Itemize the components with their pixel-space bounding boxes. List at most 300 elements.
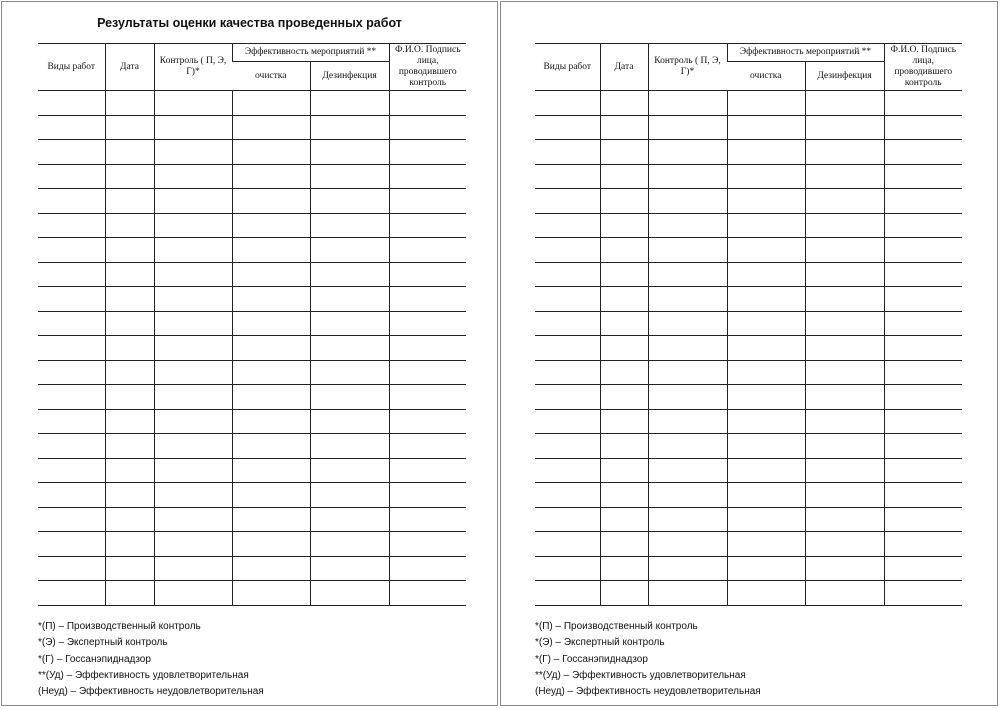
- table-cell[interactable]: [727, 409, 805, 434]
- table-row: [38, 262, 466, 287]
- table-cell[interactable]: [535, 336, 600, 361]
- table-cell[interactable]: [154, 458, 232, 483]
- table-cell[interactable]: [805, 507, 884, 532]
- table-cell[interactable]: [389, 556, 466, 581]
- table-cell[interactable]: [884, 238, 962, 263]
- table-cell[interactable]: [389, 115, 466, 140]
- table-cell[interactable]: [389, 311, 466, 336]
- table-cell[interactable]: [727, 385, 805, 410]
- table-cell[interactable]: [389, 532, 466, 557]
- table-cell[interactable]: [535, 434, 600, 459]
- footnote: *(Э) – Экспертный контроль: [38, 637, 168, 649]
- table-cell[interactable]: [389, 189, 466, 214]
- table-cell[interactable]: [805, 91, 884, 116]
- table-cell[interactable]: [600, 262, 648, 287]
- table-cell[interactable]: [232, 238, 310, 263]
- table-cell[interactable]: [727, 238, 805, 263]
- table-row: [535, 115, 962, 140]
- table-cell[interactable]: [727, 360, 805, 385]
- table-cell[interactable]: [310, 115, 389, 140]
- table-row: [38, 409, 466, 434]
- table-cell[interactable]: [884, 164, 962, 189]
- table-cell[interactable]: [154, 164, 232, 189]
- table-cell[interactable]: [232, 556, 310, 581]
- table-row: [38, 238, 466, 263]
- table-cell[interactable]: [535, 532, 600, 557]
- right-page: [500, 1, 998, 706]
- table-cell[interactable]: [38, 434, 105, 459]
- table-cell[interactable]: [600, 213, 648, 238]
- table-cell[interactable]: [535, 458, 600, 483]
- table-row: [535, 434, 962, 459]
- table-cell[interactable]: [154, 336, 232, 361]
- table-cell[interactable]: [600, 115, 648, 140]
- table-cell[interactable]: [389, 262, 466, 287]
- table-cell[interactable]: [38, 213, 105, 238]
- table-row: [38, 115, 466, 140]
- header-work-types: Виды работ: [38, 44, 105, 91]
- table-cell[interactable]: [805, 409, 884, 434]
- table-row: [535, 311, 962, 336]
- table-cell[interactable]: [232, 213, 310, 238]
- table-row: [535, 287, 962, 312]
- table-cell[interactable]: [600, 458, 648, 483]
- table-cell[interactable]: [105, 189, 154, 214]
- table-cell[interactable]: [805, 483, 884, 508]
- table-cell[interactable]: [310, 360, 389, 385]
- table-cell[interactable]: [310, 581, 389, 606]
- table-cell[interactable]: [805, 238, 884, 263]
- table-row: [38, 213, 466, 238]
- header-date: Дата: [105, 44, 154, 91]
- table-cell[interactable]: [105, 287, 154, 312]
- footnotes: [38, 619, 264, 700]
- table-cell[interactable]: [310, 91, 389, 116]
- table-cell[interactable]: [805, 140, 884, 165]
- table-row: [38, 189, 466, 214]
- table-cell[interactable]: [648, 140, 727, 165]
- header-date: Дата: [600, 44, 648, 91]
- table-cell[interactable]: [232, 532, 310, 557]
- table-cell[interactable]: [535, 287, 600, 312]
- table-cell[interactable]: [600, 311, 648, 336]
- table-cell[interactable]: [232, 409, 310, 434]
- table-cell[interactable]: [805, 189, 884, 214]
- table-row: [535, 556, 962, 581]
- footnotes: [535, 619, 761, 700]
- table-cell[interactable]: [884, 507, 962, 532]
- table-cell[interactable]: [600, 238, 648, 263]
- page-title: Результаты оценки качества проведенных работ: [97, 16, 402, 30]
- table-cell[interactable]: [535, 164, 600, 189]
- table-cell[interactable]: [648, 360, 727, 385]
- table-cell[interactable]: [805, 213, 884, 238]
- table-cell[interactable]: [648, 434, 727, 459]
- table-cell[interactable]: [232, 458, 310, 483]
- table-cell[interactable]: [648, 483, 727, 508]
- table-cell[interactable]: [105, 262, 154, 287]
- table-cell[interactable]: [727, 213, 805, 238]
- table-cell[interactable]: [884, 213, 962, 238]
- table-cell[interactable]: [648, 581, 727, 606]
- table-cell[interactable]: [154, 189, 232, 214]
- table-cell[interactable]: [389, 164, 466, 189]
- table-cell[interactable]: [884, 458, 962, 483]
- table-cell[interactable]: [600, 336, 648, 361]
- table-cell[interactable]: [805, 164, 884, 189]
- table-row: [38, 311, 466, 336]
- table-cell[interactable]: [535, 556, 600, 581]
- table-cell[interactable]: [38, 409, 105, 434]
- table-cell[interactable]: [105, 140, 154, 165]
- table-cell[interactable]: [105, 336, 154, 361]
- table-cell[interactable]: [389, 385, 466, 410]
- table-cell[interactable]: [105, 164, 154, 189]
- table-cell[interactable]: [884, 189, 962, 214]
- table-cell[interactable]: [154, 483, 232, 508]
- table-cell[interactable]: [727, 115, 805, 140]
- table-cell[interactable]: [38, 287, 105, 312]
- table-cell[interactable]: [648, 385, 727, 410]
- table-cell[interactable]: [600, 434, 648, 459]
- table-cell[interactable]: [154, 262, 232, 287]
- table-cell[interactable]: [535, 189, 600, 214]
- footnote: *(Г) – Госсанэпиднадзор: [38, 653, 151, 665]
- table-cell[interactable]: [38, 581, 105, 606]
- table-cell[interactable]: [154, 556, 232, 581]
- table-cell[interactable]: [232, 164, 310, 189]
- table-cell[interactable]: [884, 581, 962, 606]
- table-cell[interactable]: [727, 434, 805, 459]
- table-cell[interactable]: [600, 483, 648, 508]
- table-cell[interactable]: [310, 556, 389, 581]
- footnote: *(П) – Производственный контроль: [38, 621, 201, 632]
- table-row: [38, 458, 466, 483]
- table-cell[interactable]: [884, 262, 962, 287]
- table-cell[interactable]: [805, 434, 884, 459]
- table-row: [535, 532, 962, 557]
- table-cell[interactable]: [727, 164, 805, 189]
- results-table: [535, 43, 962, 606]
- table-cell[interactable]: [727, 336, 805, 361]
- table-cell[interactable]: [38, 458, 105, 483]
- table-cell[interactable]: [310, 458, 389, 483]
- table-cell[interactable]: [884, 556, 962, 581]
- table-row: [38, 483, 466, 508]
- table-row: [535, 140, 962, 165]
- table-cell[interactable]: [154, 311, 232, 336]
- table-cell[interactable]: [154, 507, 232, 532]
- table-cell[interactable]: [600, 385, 648, 410]
- table-cell[interactable]: [310, 164, 389, 189]
- table-cell[interactable]: [648, 262, 727, 287]
- table-cell[interactable]: [232, 507, 310, 532]
- table-cell[interactable]: [884, 311, 962, 336]
- table-cell[interactable]: [38, 311, 105, 336]
- table-cell[interactable]: [884, 360, 962, 385]
- table-cell[interactable]: [389, 213, 466, 238]
- table-cell[interactable]: [727, 556, 805, 581]
- table-cell[interactable]: [648, 507, 727, 532]
- table-cell[interactable]: [389, 238, 466, 263]
- table-cell[interactable]: [884, 385, 962, 410]
- table-cell[interactable]: [154, 385, 232, 410]
- table-cell[interactable]: [805, 262, 884, 287]
- table-cell[interactable]: [648, 91, 727, 116]
- table-cell[interactable]: [600, 581, 648, 606]
- table-cell[interactable]: [105, 458, 154, 483]
- table-cell[interactable]: [805, 458, 884, 483]
- header-control: Контроль ( П, Э, Г)*: [648, 44, 727, 91]
- table-cell[interactable]: [600, 532, 648, 557]
- table-row: [535, 189, 962, 214]
- table-cell[interactable]: [310, 140, 389, 165]
- table-row: [38, 507, 466, 532]
- table-cell[interactable]: [38, 360, 105, 385]
- table-row: [535, 336, 962, 361]
- table-row: [535, 409, 962, 434]
- table-cell[interactable]: [38, 91, 105, 116]
- table-row: [535, 483, 962, 508]
- table-cell[interactable]: [805, 360, 884, 385]
- table-cell[interactable]: [389, 581, 466, 606]
- table-cell[interactable]: [154, 140, 232, 165]
- table-cell[interactable]: [535, 311, 600, 336]
- table-cell[interactable]: [154, 532, 232, 557]
- footnote: **(Уд) – Эффективность удовлетворительная: [38, 669, 249, 681]
- table-cell[interactable]: [38, 238, 105, 263]
- table-cell[interactable]: [884, 287, 962, 312]
- footnote: *(Г) – Госсанэпиднадзор: [535, 653, 648, 665]
- table-cell[interactable]: [389, 91, 466, 116]
- table-cell[interactable]: [727, 483, 805, 508]
- table-cell[interactable]: [648, 409, 727, 434]
- table-cell[interactable]: [105, 483, 154, 508]
- table-cell[interactable]: [154, 434, 232, 459]
- table-cell[interactable]: [389, 287, 466, 312]
- header-disinfection: Дезинфекция: [310, 62, 389, 91]
- table-cell[interactable]: [727, 507, 805, 532]
- table-cell[interactable]: [154, 581, 232, 606]
- table-cell[interactable]: [232, 262, 310, 287]
- table-row: [38, 91, 466, 116]
- table-cell[interactable]: [535, 115, 600, 140]
- table-cell[interactable]: [648, 213, 727, 238]
- table-cell[interactable]: [727, 581, 805, 606]
- table-row: [38, 581, 466, 606]
- table-cell[interactable]: [535, 385, 600, 410]
- table-cell[interactable]: [727, 311, 805, 336]
- table-cell[interactable]: [600, 409, 648, 434]
- table-cell[interactable]: [648, 458, 727, 483]
- table-cell[interactable]: [154, 115, 232, 140]
- table-cell[interactable]: [535, 507, 600, 532]
- table-cell[interactable]: [727, 140, 805, 165]
- table-cell[interactable]: [232, 189, 310, 214]
- table-cell[interactable]: [805, 311, 884, 336]
- table-cell[interactable]: [232, 385, 310, 410]
- table-cell[interactable]: [727, 262, 805, 287]
- table-cell[interactable]: [38, 385, 105, 410]
- table-cell[interactable]: [310, 189, 389, 214]
- table-cell[interactable]: [884, 532, 962, 557]
- table-row: [38, 556, 466, 581]
- table-cell[interactable]: [884, 336, 962, 361]
- table-cell[interactable]: [310, 507, 389, 532]
- table-cell[interactable]: [154, 360, 232, 385]
- table-cell[interactable]: [600, 360, 648, 385]
- table-cell[interactable]: [535, 483, 600, 508]
- table-cell[interactable]: [535, 213, 600, 238]
- table-cell[interactable]: [232, 287, 310, 312]
- table-cell[interactable]: [389, 336, 466, 361]
- table-cell[interactable]: [600, 556, 648, 581]
- table-cell[interactable]: [600, 164, 648, 189]
- table-row: [535, 238, 962, 263]
- table-cell[interactable]: [38, 164, 105, 189]
- table-cell[interactable]: [600, 189, 648, 214]
- table-cell[interactable]: [884, 91, 962, 116]
- table-cell[interactable]: [805, 115, 884, 140]
- table-cell[interactable]: [232, 434, 310, 459]
- footnote: (Неуд) – Эффективность неудовлетворительная: [535, 686, 761, 698]
- table-cell[interactable]: [38, 507, 105, 532]
- table-cell[interactable]: [38, 262, 105, 287]
- table-cell[interactable]: [154, 409, 232, 434]
- table-row: [535, 385, 962, 410]
- table-cell[interactable]: [648, 311, 727, 336]
- table-cell[interactable]: [600, 91, 648, 116]
- table-cell[interactable]: [648, 115, 727, 140]
- table-cell[interactable]: [232, 360, 310, 385]
- table-cell[interactable]: [105, 360, 154, 385]
- table-row: [38, 287, 466, 312]
- table-cell[interactable]: [154, 287, 232, 312]
- table-cell[interactable]: [535, 581, 600, 606]
- table-cell[interactable]: [310, 311, 389, 336]
- table-cell[interactable]: [884, 434, 962, 459]
- table-cell[interactable]: [535, 140, 600, 165]
- table-cell[interactable]: [38, 556, 105, 581]
- table-cell[interactable]: [600, 140, 648, 165]
- table-cell[interactable]: [535, 360, 600, 385]
- table-cell[interactable]: [232, 336, 310, 361]
- table-cell[interactable]: [805, 532, 884, 557]
- table-cell[interactable]: [105, 311, 154, 336]
- table-cell[interactable]: [648, 336, 727, 361]
- table-cell[interactable]: [389, 458, 466, 483]
- table-cell[interactable]: [648, 164, 727, 189]
- table-cell[interactable]: [805, 336, 884, 361]
- table-cell[interactable]: [310, 409, 389, 434]
- table-cell[interactable]: [648, 532, 727, 557]
- table-cell[interactable]: [389, 507, 466, 532]
- table-cell[interactable]: [600, 287, 648, 312]
- table-cell[interactable]: [232, 91, 310, 116]
- table-cell[interactable]: [38, 483, 105, 508]
- table-cell[interactable]: [389, 140, 466, 165]
- table-cell[interactable]: [805, 385, 884, 410]
- table-cell[interactable]: [310, 532, 389, 557]
- table-cell[interactable]: [389, 483, 466, 508]
- table-cell[interactable]: [535, 262, 600, 287]
- table-cell[interactable]: [105, 434, 154, 459]
- table-cell[interactable]: [648, 238, 727, 263]
- table-row: [38, 532, 466, 557]
- table-cell[interactable]: [310, 262, 389, 287]
- table-row: [38, 140, 466, 165]
- table-cell[interactable]: [38, 189, 105, 214]
- table-cell[interactable]: [727, 91, 805, 116]
- table-cell[interactable]: [38, 532, 105, 557]
- table-cell[interactable]: [232, 140, 310, 165]
- table-cell[interactable]: [310, 434, 389, 459]
- table-cell[interactable]: [310, 483, 389, 508]
- table-cell[interactable]: [105, 385, 154, 410]
- table-cell[interactable]: [805, 287, 884, 312]
- table-cell[interactable]: [232, 311, 310, 336]
- table-cell[interactable]: [105, 91, 154, 116]
- table-cell[interactable]: [105, 409, 154, 434]
- table-cell[interactable]: [38, 115, 105, 140]
- table-cell[interactable]: [884, 409, 962, 434]
- table-cell[interactable]: [727, 458, 805, 483]
- table-cell[interactable]: [884, 115, 962, 140]
- table-cell[interactable]: [38, 336, 105, 361]
- table-cell[interactable]: [105, 238, 154, 263]
- table-cell[interactable]: [648, 556, 727, 581]
- table-cell[interactable]: [310, 385, 389, 410]
- table-cell[interactable]: [105, 532, 154, 557]
- table-cell[interactable]: [648, 189, 727, 214]
- table-cell[interactable]: [727, 532, 805, 557]
- table-cell[interactable]: [389, 409, 466, 434]
- table-cell[interactable]: [154, 238, 232, 263]
- table-cell[interactable]: [648, 287, 727, 312]
- table-cell[interactable]: [389, 434, 466, 459]
- table-cell[interactable]: [884, 483, 962, 508]
- table-cell[interactable]: [105, 115, 154, 140]
- table-cell[interactable]: [105, 581, 154, 606]
- table-cell[interactable]: [535, 409, 600, 434]
- table-cell[interactable]: [154, 213, 232, 238]
- table-cell[interactable]: [727, 287, 805, 312]
- table-cell[interactable]: [805, 581, 884, 606]
- footnote: **(Уд) – Эффективность удовлетворительная: [535, 669, 746, 681]
- table-cell[interactable]: [232, 115, 310, 140]
- table-cell[interactable]: [389, 360, 466, 385]
- table-cell[interactable]: [535, 91, 600, 116]
- table-cell[interactable]: [232, 581, 310, 606]
- table-cell[interactable]: [310, 336, 389, 361]
- table-cell[interactable]: [105, 507, 154, 532]
- table-cell[interactable]: [154, 91, 232, 116]
- table-cell[interactable]: [805, 556, 884, 581]
- table-cell[interactable]: [105, 556, 154, 581]
- table-cell[interactable]: [105, 213, 154, 238]
- table-cell[interactable]: [727, 189, 805, 214]
- header-control: Контроль ( П, Э, Г)*: [154, 44, 232, 91]
- table-cell[interactable]: [310, 213, 389, 238]
- table-cell[interactable]: [310, 238, 389, 263]
- table-cell[interactable]: [884, 140, 962, 165]
- table-cell[interactable]: [600, 507, 648, 532]
- table-cell[interactable]: [232, 483, 310, 508]
- table-cell[interactable]: [310, 287, 389, 312]
- table-cell[interactable]: [38, 140, 105, 165]
- footnote: (Неуд) – Эффективность неудовлетворительная: [38, 686, 264, 698]
- table-cell[interactable]: [535, 238, 600, 263]
